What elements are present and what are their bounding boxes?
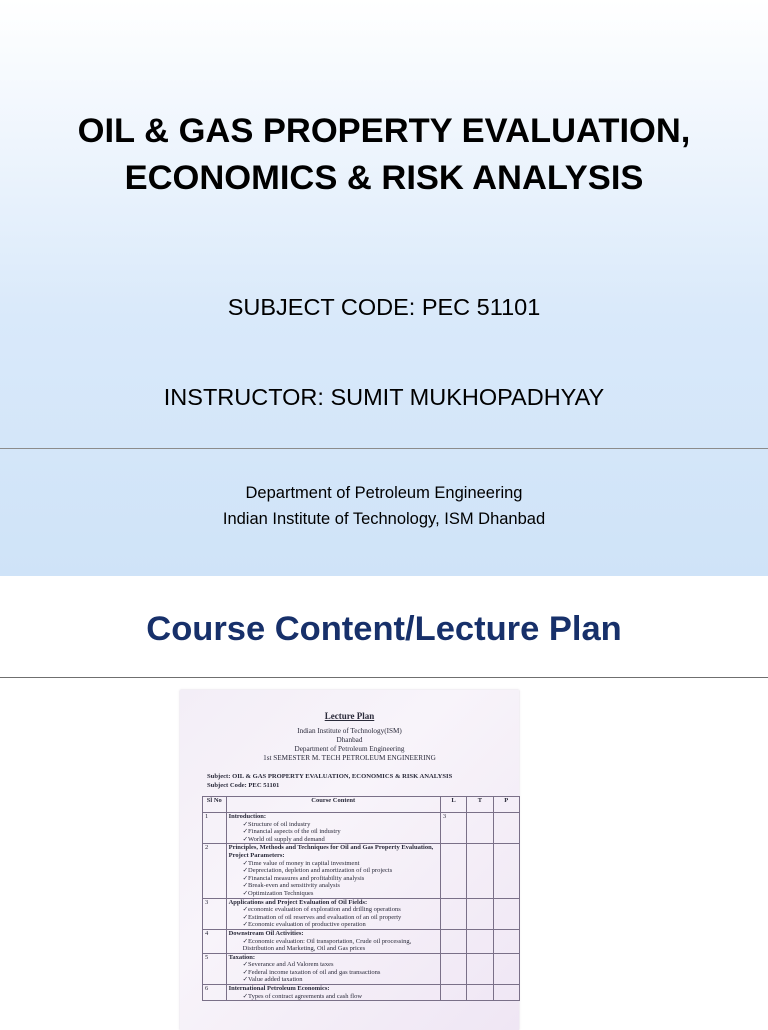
practical-hours — [493, 929, 519, 953]
lecture-hours — [440, 985, 466, 1001]
row-number: 1 — [203, 813, 227, 844]
instructor: INSTRUCTOR: SUMIT MUKHOPADHYAY — [163, 384, 605, 410]
row-number: 4 — [203, 929, 227, 953]
topic-item: ✓ Time value of money in capital investment — [229, 860, 438, 868]
topic-item: ✓ Depreciation, depletion and amortization of oil projects — [229, 867, 438, 875]
course-title — [0, 108, 768, 202]
course-title-line-2: ECONOMICS & RISK ANALYSIS — [124, 159, 644, 197]
section-title: Introduction: — [228, 813, 267, 820]
practical-hours — [493, 844, 519, 898]
lecture-hours: 3 — [440, 813, 466, 844]
scan-header-line: Indian Institute of Technology(ISM) — [297, 727, 402, 735]
topic-item: ✓ Financial measures and profitability analysis — [229, 875, 438, 883]
department: Department of Petroleum Engineering — [245, 484, 523, 502]
column-header: T — [467, 797, 493, 813]
table-row — [203, 953, 520, 984]
section-title: Downstream Oil Activities: — [228, 929, 304, 937]
section-title: Taxation: — [228, 953, 256, 961]
course-content-cell — [226, 898, 440, 929]
topic-item: ✓ Structure of oil industry — [229, 821, 438, 829]
table-row — [203, 844, 520, 898]
lecture-hours — [440, 953, 466, 984]
lecture-plan-slide — [0, 576, 768, 1024]
tutorial-hours — [467, 929, 493, 953]
divider — [0, 448, 768, 449]
topic-item: ✓ Economic evaluation: Oil transportation, Crude oil processing, Distribution and Marketing, Oil and Gas prices — [229, 938, 438, 953]
topic-item: ✓ economic evaluation of exploration and drilling operations — [229, 906, 438, 914]
topic-item: ✓ Optimization Techniques — [229, 890, 438, 898]
tutorial-hours — [467, 985, 493, 1001]
column-header: Sl No — [203, 797, 227, 813]
topic-item: ✓ Severance and Ad Valorem taxes — [229, 961, 438, 969]
section-title: International Petroleum Economics: — [228, 985, 330, 993]
course-content-cell — [226, 953, 440, 984]
topic-item: ✓ Value added taxation — [229, 976, 438, 984]
topic-item: ✓ Break-even and sensitivity analysis — [229, 882, 438, 890]
lecture-hours — [440, 929, 466, 953]
column-header: P — [493, 797, 519, 813]
scan-header-line: 1st SEMESTER M. TECH PETROLEUM ENGINEERING — [263, 754, 436, 762]
tutorial-hours — [467, 844, 493, 898]
course-title-line-1: OIL & GAS PROPERTY EVALUATION, — [77, 112, 691, 150]
tutorial-hours — [467, 953, 493, 984]
lecture-hours — [440, 898, 466, 929]
topic-item: ✓ Financial aspects of the oil industry — [229, 828, 438, 836]
column-header: L — [440, 797, 466, 813]
section-title: Applications and Project Evaluation of Oil Fields: — [228, 898, 368, 906]
table-row — [203, 898, 520, 929]
scan-title: Lecture Plan — [324, 711, 375, 721]
course-content-cell — [226, 813, 440, 844]
institute: Indian Institute of Technology, ISM Dhanbad — [222, 510, 546, 528]
topic-item: ✓ World oil supply and demand — [229, 836, 438, 844]
row-number: 5 — [203, 953, 227, 984]
table-header-row — [203, 797, 520, 813]
scan-subject: Subject: OIL & GAS PROPERTY EVALUATION, ECONOMICS & RISK ANALYSIS — [207, 773, 453, 780]
row-number: 2 — [203, 844, 227, 898]
scanned-lecture-plan — [180, 690, 519, 1030]
row-number: 6 — [203, 985, 227, 1001]
course-content-cell — [226, 929, 440, 953]
scan-header-line: Dhanbad — [336, 736, 363, 744]
lecture-plan-table — [202, 796, 520, 1001]
practical-hours — [493, 898, 519, 929]
subject-code: SUBJECT CODE: PEC 51101 — [227, 294, 541, 320]
section-title: Principles, Methods and Techniques for Oil and Gas Property Evaluation, Project Parameters: — [228, 844, 434, 859]
tutorial-hours — [467, 898, 493, 929]
table-row — [203, 985, 520, 1001]
practical-hours — [493, 813, 519, 844]
topic-item: ✓ Estimation of oil reserves and evaluation of an oil property — [229, 914, 438, 922]
column-header: Course Content — [226, 797, 440, 813]
practical-hours — [493, 985, 519, 1001]
divider — [0, 677, 768, 678]
topic-item: ✓ Federal income taxation of oil and gas transactions — [229, 969, 438, 977]
table-row — [203, 929, 520, 953]
tutorial-hours — [467, 813, 493, 844]
lecture-hours — [440, 844, 466, 898]
slide-heading: Course Content/Lecture Plan — [146, 610, 622, 648]
topic-item: ✓ Types of contract agreements and cash flow — [229, 993, 438, 1001]
course-content-cell — [226, 844, 440, 898]
practical-hours — [493, 953, 519, 984]
course-content-cell — [226, 985, 440, 1001]
topic-item: ✓ Economic evaluation of productive operation — [229, 921, 438, 929]
scan-subject-code: Subject Code: PEC 51101 — [207, 782, 280, 789]
affiliation — [0, 480, 768, 532]
row-number: 3 — [203, 898, 227, 929]
table-row — [203, 813, 520, 844]
scan-header-line: Department of Petroleum Engineering — [294, 745, 405, 753]
